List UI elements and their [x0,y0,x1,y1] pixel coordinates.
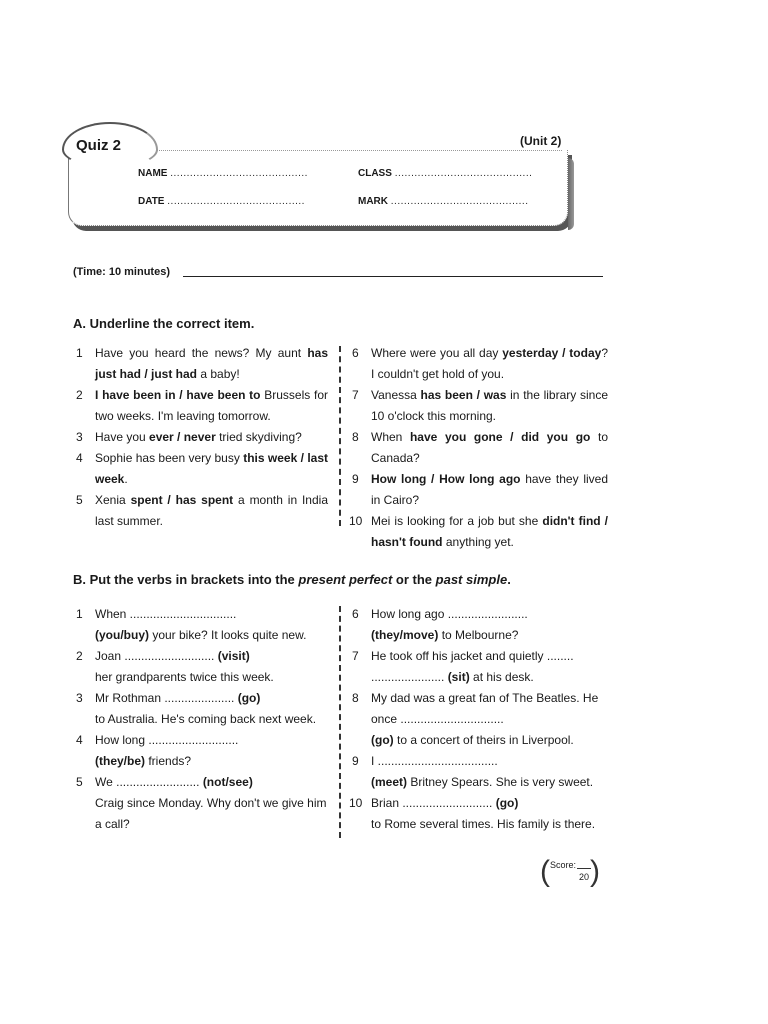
section-b-item-text: He took off his jacket and quietly ........ ...................... (sit) at his desk. [371,649,574,684]
class-label: CLASS [358,168,392,179]
section-a-item-text: Vanessa has been / was in the library since 10 o'clock this morning. [371,388,608,423]
section-a-item-text: I have been in / have been to Brussels for two weeks. I'm leaving tomorrow. [95,388,328,423]
section-b-item-text: I .................................... (meet) Britney Spears. She is very sweet. [371,754,594,789]
section-a-item-4 [76,448,328,490]
section-b-title-em2: past simple [435,572,508,587]
score-label: Score: [550,860,577,870]
section-b-item-number: 7 [352,649,359,663]
section-b-item-6 [352,604,608,646]
section-a-item-7 [352,385,608,427]
section-b-item-text: My dad was a great fan of The Beatles. He once ............................... (go) to a concert of theirs in Liverpool. [371,691,599,747]
class-dots: .......................................... [394,168,533,179]
section-b-item-number: 6 [352,607,359,621]
section-a-item-number: 4 [76,451,83,465]
section-b-title-pre: B. Put the verbs in brackets into the [73,572,299,587]
section-a-item-number: 2 [76,388,83,402]
section-a-item-8 [352,427,608,469]
section-a-divider [339,346,341,526]
mark-dots: .......................................... [390,196,529,207]
section-b-right-column [349,604,608,835]
mark-field [358,196,528,207]
section-a-item-text: Xenia spent / has spent a month in India last summer. [95,493,328,528]
section-a-item-number: 3 [76,430,83,444]
name-label: NAME [138,168,168,179]
section-a-item-10 [349,511,609,553]
section-b-item-2 [76,646,328,688]
section-b-item-text: How long ago ........................ (they/move) to Melbourne? [371,607,528,642]
section-b-title-em1: present perfect [298,572,393,587]
section-a-item-number: 6 [352,346,359,360]
section-b-item-5 [76,772,328,835]
section-a-item-text: Mei is looking for a job but she didn't find / hasn't found anything yet. [371,514,609,549]
score-total: 20 [579,872,590,882]
time-rule [183,276,603,277]
header-dotted-line [150,150,562,151]
score-paren-left: ( [540,855,550,888]
section-a-item-5 [76,490,328,532]
section-a-item-number: 10 [349,514,363,528]
section-b-item-text: How long ........................... (they/be) friends? [95,733,239,768]
section-a-item-text: Where were you all day yesterday / today? I couldn't get hold of you. [371,346,608,381]
section-b-item-text: We ......................... (not/see) Craig since Monday. Why don't we give him a call? [95,775,327,831]
section-b-item-number: 10 [349,796,363,810]
section-b-title-mid: or the [392,572,436,587]
unit-label: (Unit 2) [520,134,562,148]
section-b-title [73,572,511,587]
section-b-item-10 [349,793,608,835]
section-b-item-number: 4 [76,733,83,747]
section-a-item-text: Sophie has been very busy this week / last week. [95,451,328,486]
section-a-item-number: 9 [352,472,359,486]
name-field [138,168,308,179]
mark-label: MARK [358,196,388,207]
section-a-item-text: How long / How long ago have they lived in Cairo? [371,472,608,507]
section-b-item-number: 2 [76,649,83,663]
section-b-item-number: 5 [76,775,83,789]
section-b-item-number: 9 [352,754,359,768]
section-b-item-4 [76,730,328,772]
score-box [540,856,600,888]
time-label: (Time: 10 minutes) [73,266,170,278]
section-b-divider [339,606,341,838]
section-b-item-1 [76,604,328,646]
section-a-item-number: 1 [76,346,83,360]
section-a-item-2 [76,385,328,427]
section-a-item-text: When have you gone / did you go to Canada? [371,430,608,465]
section-b-item-text: When ................................ (you/buy) your bike? It looks quite new. [95,607,307,642]
section-a-title: A. Underline the correct item. [73,316,255,331]
class-field [358,168,532,179]
quiz-title: Quiz 2 [76,137,122,154]
section-b-item-number: 8 [352,691,359,705]
date-dots: .......................................... [167,196,305,207]
section-b-item-8 [352,688,608,751]
date-field [138,196,305,207]
section-a-item-9 [352,469,608,511]
date-label: DATE [138,196,165,207]
score-bar [577,868,591,869]
section-b-item-text: Brian ........................... (go) to Rome several times. His family is there. [371,796,596,831]
section-b-item-number: 1 [76,607,83,621]
section-a-item-3 [76,427,328,448]
section-a-item-number: 8 [352,430,359,444]
section-b-item-text: Joan ........................... (visit) her grandparents twice this week. [95,649,274,684]
score-paren-right: ) [590,855,600,888]
section-a-right-column [349,343,609,553]
section-b-left-column [76,604,328,835]
section-a-item-number: 7 [352,388,359,402]
section-b-item-text: Mr Rothman ..................... (go) to Australia. He's coming back next week. [95,691,317,726]
section-a-item-text: Have you heard the news? My aunt has just had / just had a baby! [95,346,328,381]
section-b-title-post: . [507,572,511,587]
section-b-item-9 [352,751,608,793]
section-a-left-column [76,343,328,532]
name-dots: .......................................... [170,168,308,179]
section-a-item-6 [352,343,608,385]
section-a-item-text: Have you ever / never tried skydiving? [95,430,302,444]
section-b-item-7 [352,646,608,688]
section-a-item-1 [76,343,328,385]
section-b-item-number: 3 [76,691,83,705]
section-a-item-number: 5 [76,493,83,507]
section-b-item-3 [76,688,328,730]
